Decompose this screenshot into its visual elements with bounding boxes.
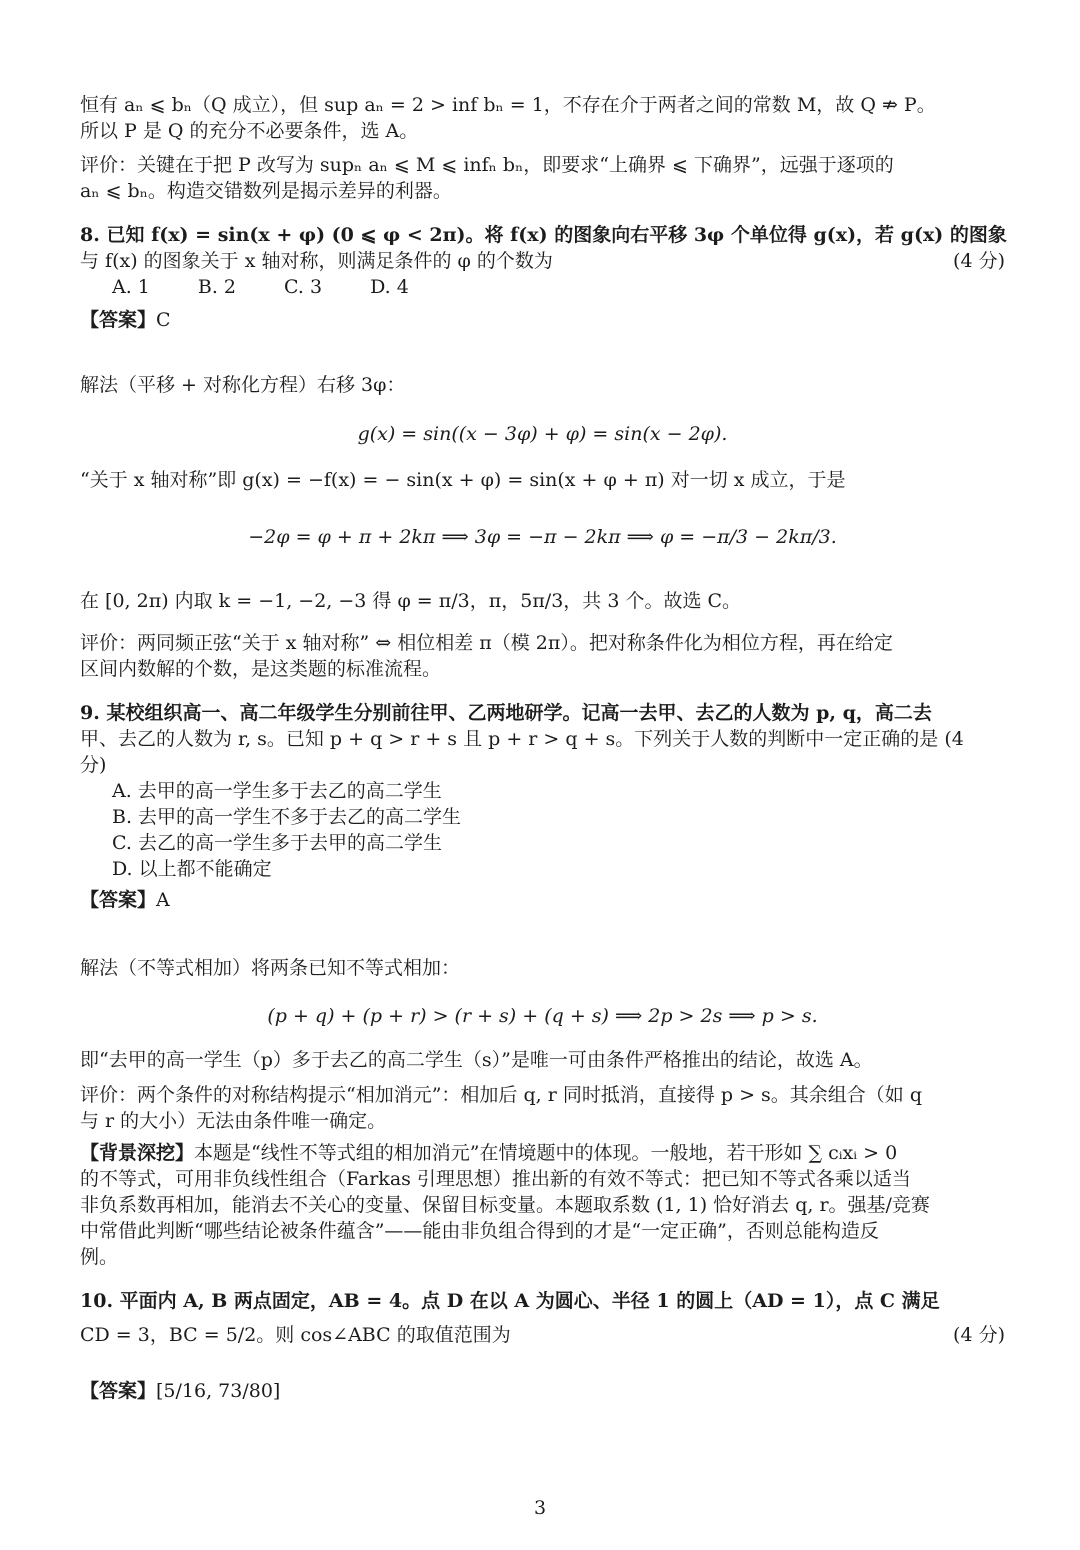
option-a: A. 去甲的高一学生多于去乙的高二学生 [112, 780, 442, 802]
option-a: A. 1 [112, 276, 150, 298]
text-line: 【背景深挖】本题是“线性不等式组的相加消元”在情境题中的体现。一般地，若干形如 ∑ cᵢxᵢ > 0 [80, 1142, 898, 1164]
question-text: CD = 3，BC = 5/2。则 cos∠ABC 的取值范围为 (4 分) [80, 1324, 1005, 1346]
text-line: 在 [0, 2π) 内取 k = −1, −2, −3 得 φ = π/3，π，5π/3，共 3 个。故选 C。 [80, 590, 742, 612]
text-line: 评价：两同频正弦“关于 x 轴对称” ⇔ 相位相差 π（模 2π）。把对称条件化为相位方程，再在给定 [80, 632, 893, 654]
option-b: B. 去甲的高一学生不多于去乙的高二学生 [112, 806, 462, 828]
page-number: 3 [533, 1497, 547, 1519]
comment-9 [80, 1082, 1005, 1134]
points-label: (4 分) [953, 250, 1005, 272]
question-9 [80, 700, 1005, 882]
text-line: 解法（平移 + 对称化方程）右移 3φ： [80, 374, 406, 396]
question-text: 9. 某校组织高一、高二年级学生分别前往甲、乙两地研学。记高一去甲、去乙的人数为 p, q，高二去 [80, 702, 932, 724]
comment-8 [80, 630, 1005, 682]
option-d: D. 4 [370, 276, 409, 298]
section-label: 【背景深挖】 [80, 1142, 195, 1164]
text-line: 的不等式，可用非负线性组合（Farkas 引理思想）推出新的有效不等式：把已知不等式各乘以适当 [80, 1168, 911, 1190]
question-text: 甲、去乙的人数为 r, s。已知 p + q > r + s 且 p + r > q + s。下列关于人数的判断中一定正确的是 (4 [80, 728, 964, 750]
background-section [80, 1140, 1005, 1270]
text-line: 恒有 aₙ ⩽ bₙ（Q 成立），但 sup aₙ = 2 > inf bₙ = 1，不存在介于两者之间的常数 M，故 Q ⇏ P。 [80, 94, 936, 116]
answer-8: 【答案】C [80, 309, 171, 331]
text-line: 区间内数解的个数，是这类题的标准流程。 [80, 658, 442, 680]
option-b: B. 2 [197, 276, 237, 298]
prev-comment [80, 152, 1005, 204]
solution-9-line [80, 1047, 1005, 1073]
answer-10: 【答案】[5/16, 73/80] [80, 1380, 281, 1402]
equation: (p + q) + (p + r) > (r + s) + (q + s) ⟹ 2p > 2s ⟹ p > s. [267, 1005, 818, 1027]
text-line: “关于 x 轴对称”即 g(x) = −f(x) = − sin(x + φ) = sin(x + φ + π) 对一切 x 成立，于是 [80, 469, 846, 491]
answer-9: 【答案】A [80, 889, 170, 911]
text-line: 中常借此判断“哪些结论被条件蕴含”——能由非负组合得到的才是“一定正确”，否则总能构造反 [80, 1220, 879, 1242]
text-line: 非负系数再相加，能消去不关心的变量、保留目标变量。本题取系数 (1, 1) 恰好消去 q, r。强基/竞赛 [80, 1194, 930, 1216]
solution-8-line [80, 467, 1005, 493]
text-line: 解法（不等式相加）将两条已知不等式相加： [80, 957, 461, 979]
text-line: 评价：两个条件的对称结构提示“相加消元”：相加后 q, r 同时抵消，直接得 p > s。其余组合（如 q [80, 1084, 922, 1106]
option-c: C. 3 [284, 276, 323, 298]
points-label: (4 分) [953, 1324, 1005, 1346]
text-line: 评价：关键在于把 P 改写为 supₙ aₙ ⩽ M ⩽ infₙ bₙ，即要求“上确界 ⩽ 下确界”，远强于逐项的 [80, 154, 894, 176]
text-line: 即“去甲的高一学生（p）多于去乙的高二学生（s）”是唯一可由条件严格推出的结论，故选 A。 [80, 1049, 873, 1071]
text-line: 与 r 的大小）无法由条件唯一确定。 [80, 1110, 387, 1132]
question-text: 8. 已知 f(x) = sin(x + φ) (0 ⩽ φ < 2π)。将 f(x) 的图象向右平移 3φ 个单位得 g(x)，若 g(x) 的图象 [80, 224, 1007, 246]
solution-8 [80, 372, 1005, 398]
text-line: 所以 P 是 Q 的充分不必要条件，选 A。 [80, 120, 419, 142]
text-line: 例。 [80, 1246, 119, 1268]
solution-8-result [80, 588, 1005, 614]
question-text: 分) [80, 754, 107, 776]
question-text: 10. 平面内 A, B 两点固定，AB = 4。点 D 在以 A 为圆心、半径 1 的圆上（AD = 1），点 C 满足 [80, 1290, 940, 1312]
equation: −2φ = φ + π + 2kπ ⟹ 3φ = −π − 2kπ ⟹ φ = −π/3 − 2kπ/3. [248, 526, 837, 548]
options-row [80, 274, 1005, 300]
equation: g(x) = sin((x − 3φ) + φ) = sin(x − 2φ). [357, 423, 728, 445]
question-10 [80, 1288, 1005, 1348]
prev-solution-tail [80, 92, 1005, 144]
question-8 [80, 222, 1005, 300]
solution-9 [80, 955, 1005, 981]
question-text: 与 f(x) 的图象关于 x 轴对称，则满足条件的 φ 的个数为 (4 分) [80, 250, 1005, 272]
option-d: D. 以上都不能确定 [112, 858, 272, 880]
option-c: C. 去乙的高一学生多于去甲的高二学生 [112, 832, 442, 854]
text-line: aₙ ⩽ bₙ。构造交错数列是揭示差异的利器。 [80, 180, 452, 202]
